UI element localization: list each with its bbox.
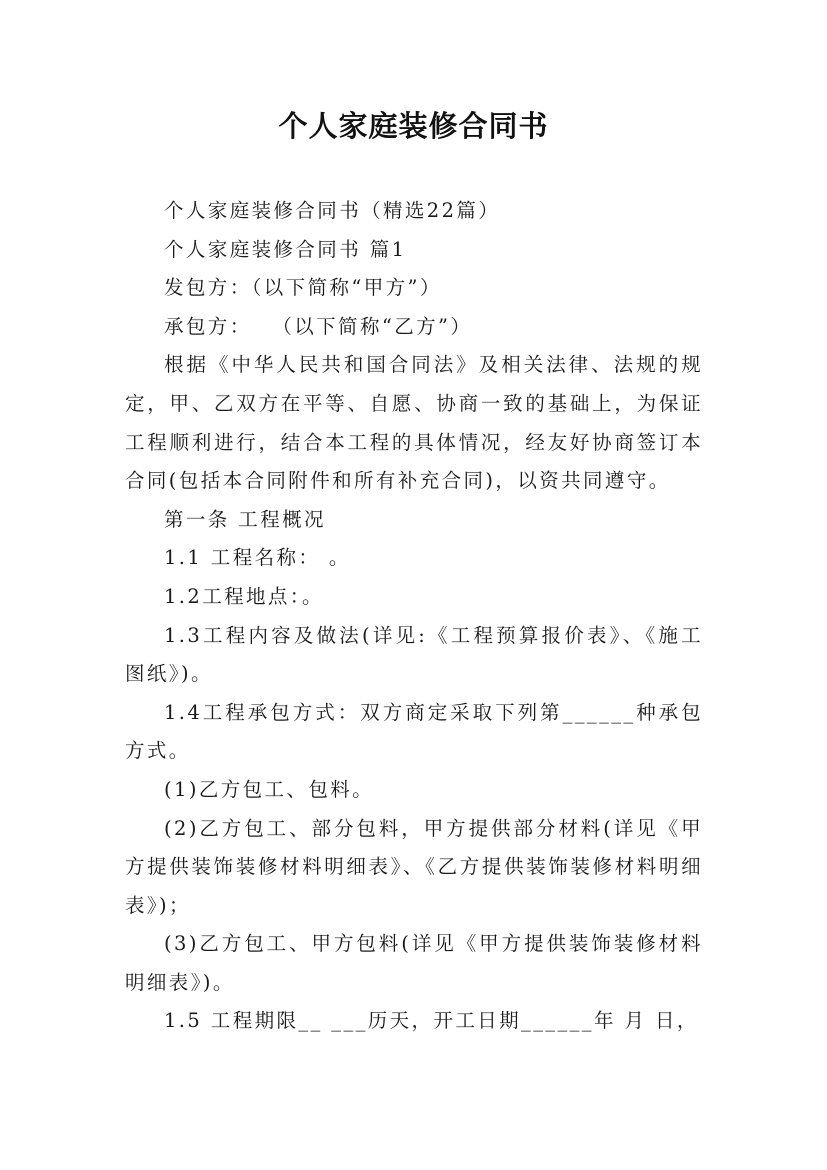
- paragraph-preamble: 根据《中华人民共和国合同法》及相关法律、法规的规定，甲、乙双方在平等、自愿、协商一致的基础上，为保证工程顺利进行，结合本工程的具体情况，经友好协商签订本合同(包括本合同附件和所有补充合同)，以资共同遵守。: [125, 353, 703, 493]
- paragraph-subtitle: 个人家庭装修合同书（精选22篇）: [164, 199, 501, 222]
- paragraph-party-b: 承包方： （以下简称“乙方”）: [164, 314, 473, 338]
- paragraph-option-3: (3)乙方包工、甲方包料(详见《甲方提供装饰装修材料明细表》)。: [125, 932, 703, 994]
- paragraph-clause-1-5: 1.5 工程期限__ ___历天，开工日期______年 月 日，: [164, 1009, 699, 1033]
- paragraph-clause-1-2: 1.2工程地点：。: [164, 584, 324, 608]
- paragraph-option-1: (1)乙方包工、包料。: [164, 777, 375, 801]
- document-title: 个人家庭装修合同书: [278, 109, 549, 143]
- paragraph-clause-1-3: 1.3工程内容及做法(详见:《工程预算报价表》、《施工图纸》)。: [125, 623, 703, 686]
- paragraph-clause-1-1: 1.1 工程名称： 。: [164, 546, 351, 570]
- paragraph-article-1-heading: 第一条 工程概况: [164, 507, 326, 531]
- paragraph-clause-1-4: 1.4工程承包方式：双方商定采取下列第______种承包方式。: [125, 700, 703, 763]
- paragraph-section-heading: 个人家庭装修合同书 篇1: [164, 237, 407, 261]
- document-body: [125, 192, 703, 1041]
- paragraph-option-2: (2)乙方包工、部分包料，甲方提供部分材料(详见《甲方提供装饰装修材料明细表》、《乙方提供装饰装修材料明细表》)；: [125, 816, 703, 917]
- paragraph-party-a: 发包方：（以下简称“甲方”）: [164, 276, 442, 300]
